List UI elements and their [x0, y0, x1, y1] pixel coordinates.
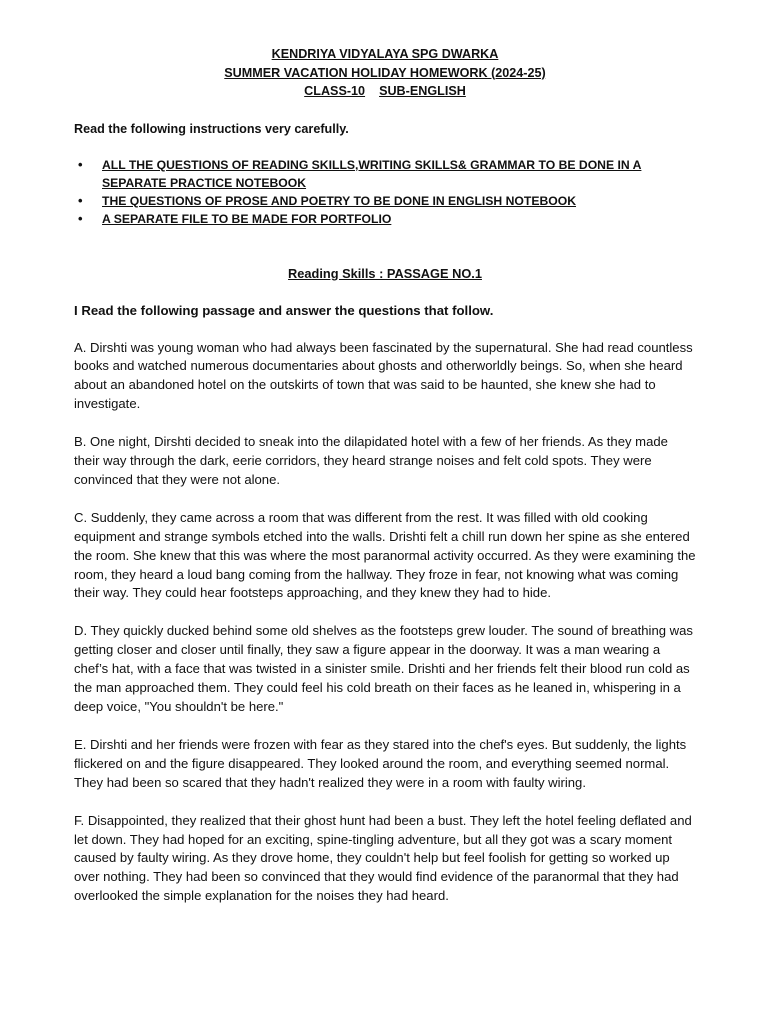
passage-paragraph-a: A. Dirshti was young woman who had always been fascinated by the supernatural. She had read countless books and watched numerous documentaries about ghosts and otherworldly beings. So, when she heard about an abandoned hotel on the outskirts of town that was said to be haunted, she knew she had to investigate.: [74, 339, 693, 412]
instruction-item: • THE QUESTIONS OF PROSE AND POETRY TO BE DONE IN ENGLISH NOTEBOOK: [78, 192, 577, 208]
passage-instruction: I Read the following passage and answer the questions that follow.: [74, 302, 494, 318]
bullet-icon: •: [78, 192, 83, 208]
passage-paragraph-e: E. Dirshti and her friends were frozen with fear as they stared into the chef's eyes. But suddenly, the lights flickered on and the figure disappeared. They looked around the room, and everything seemed normal. They had been so scared that they hadn't realized they were in a room with faulty wiring.: [74, 736, 687, 790]
bullet-icon: •: [78, 156, 83, 172]
homework-title: SUMMER VACATION HOLIDAY HOMEWORK (2024-25): [224, 65, 546, 80]
class-label: CLASS-10: [304, 84, 366, 98]
school-name: KENDRIYA VIDYALAYA SPG DWARKA: [271, 47, 499, 61]
passage-paragraph-c: C. Suddenly, they came across a room that was different from the rest. It was filled with old cooking equipment and strange symbols etched into the walls. Drishti felt a chill run down her spine as she entered the room. She knew that this was where the most paranormal activity occurred. As they were examining the room, they heard a loud bang coming from the hallway. They froze in fear, not knowing what was coming their way. They could hear footsteps approaching, and they knew they had to hide.: [74, 509, 696, 601]
passage-paragraph-b: B. One night, Dirshti decided to sneak into the dilapidated hotel with a few of her friends. As they made their way through the dark, eerie corridors, they heard strange noises and felt cold spots. They were convinced that they were not alone.: [74, 434, 668, 487]
section-title: Reading Skills : PASSAGE NO.1: [288, 265, 482, 281]
passage-paragraph-d: D. They quickly ducked behind some old shelves as the footsteps grew louder. The sound of breathing was getting closer and closer until finally, they saw a figure appear in the doorway. It was a man wearing a chef’s hat, with a face that was twisted in a sinister smile. Drishti and her friends felt their blood run cold as the man approached them. They could feel his cold breath on their faces as he leaned in, whispering in a deep voice, "You shouldn't be here.": [74, 623, 693, 714]
instruction-item: • A SEPARATE FILE TO BE MADE FOR PORTFOLIO: [78, 210, 392, 226]
instructions-heading: Read the following instructions very carefully.: [74, 121, 349, 136]
class-subject-line: [74, 82, 696, 101]
subject-label: SUB-ENGLISH: [379, 84, 466, 98]
instruction-item: • ALL THE QUESTIONS OF READING SKILLS,WRITING SKILLS& GRAMMAR TO BE DONE IN A SEPARATE PRACTICE NOTEBOOK: [78, 156, 642, 190]
document-header: [74, 0, 696, 101]
passage-paragraph-f: F. Disappointed, they realized that their ghost hunt had been a bust. They left the hotel feeling deflated and let down. They had hoped for an exciting, spine-tingling adventure, but all they got was a scary moment caused by faulty wiring. As they drove home, they couldn't help but feel foolish for getting so worked up over nothing. They had been so convinced that they would find evidence of the paranormal that they had overlooked the simple explanation for the noises they had heard.: [74, 812, 692, 904]
bullet-icon: •: [78, 210, 83, 226]
instructions-list: [74, 156, 696, 228]
